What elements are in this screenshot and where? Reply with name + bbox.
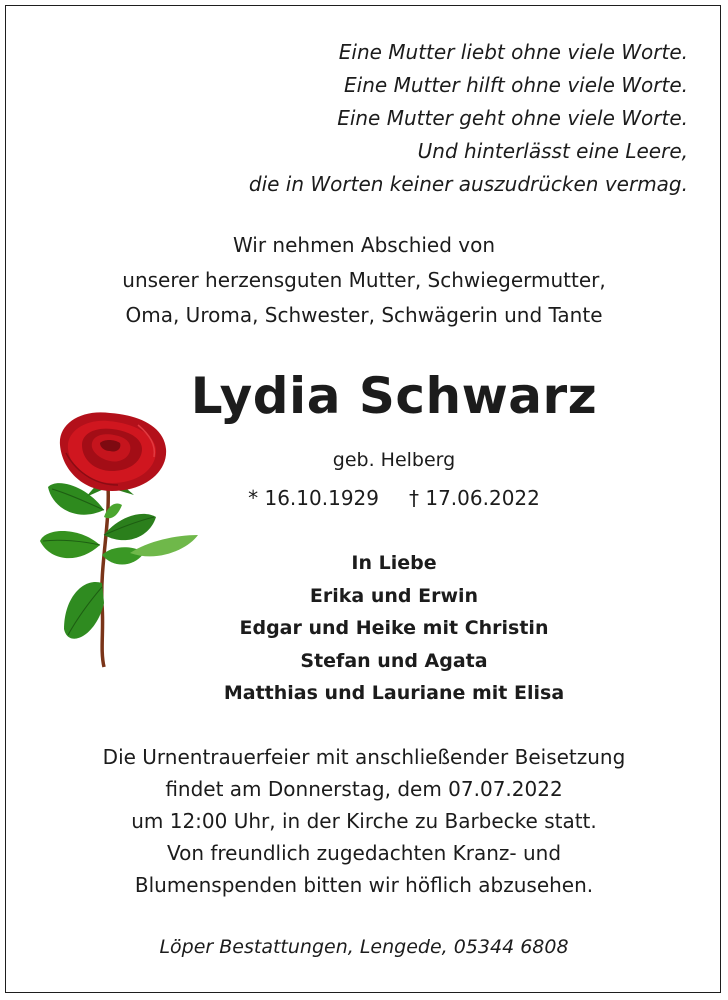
family-line: In Liebe	[351, 552, 437, 574]
funeral-home-contact: Löper Bestattungen, Lengede, 05344 6808	[159, 936, 569, 958]
family-signatures	[120, 547, 668, 710]
farewell-intro	[0, 228, 728, 333]
poem-line: die in Worten keiner auszudrücken vermag.	[248, 172, 688, 196]
poem-line: Eine Mutter hilft ohne viele Worte.	[344, 73, 688, 97]
intro-line: Oma, Uroma, Schwester, Schwägerin und Tante	[125, 303, 603, 327]
rose-leaf	[40, 531, 100, 558]
poem-line: Eine Mutter geht ohne viele Worte.	[337, 106, 688, 130]
family-line: Edgar und Heike mit Christin	[239, 617, 549, 639]
intro-line: unserer herzensguten Mutter, Schwiegermutter,	[122, 268, 606, 292]
ceremony-notice	[0, 741, 728, 901]
family-line: Matthias und Lauriane mit Elisa	[223, 682, 565, 704]
deceased-name: Lydia Schwarz	[190, 367, 598, 425]
poem-line: Eine Mutter liebt ohne viele Worte.	[338, 40, 688, 64]
family-line: Erika und Erwin	[309, 584, 479, 607]
ceremony-line: findet am Donnerstag, dem 07.07.2022	[165, 777, 563, 801]
rose-leaf	[104, 514, 156, 540]
life-dates	[120, 483, 668, 513]
maiden-name: geb. Helberg	[332, 449, 456, 471]
birth-date: * 16.10.1929	[248, 486, 379, 510]
ceremony-line: Von freundlich zugedachten Kranz- und	[166, 841, 562, 865]
ceremony-line: um 12:00 Uhr, in der Kirche zu Barbecke statt.	[131, 809, 597, 833]
ceremony-line: Die Urnentrauerfeier mit anschließender Beisetzung	[102, 745, 626, 769]
family-line: Stefan und Agata	[300, 649, 488, 672]
ceremony-line: Blumenspenden bitten wir höflich abzusehen.	[134, 873, 594, 897]
poem-line: Und hinterlässt eine Leere,	[417, 139, 688, 163]
poem	[128, 36, 688, 201]
death-date: † 17.06.2022	[409, 486, 540, 510]
intro-line: Wir nehmen Abschied von	[232, 233, 496, 257]
